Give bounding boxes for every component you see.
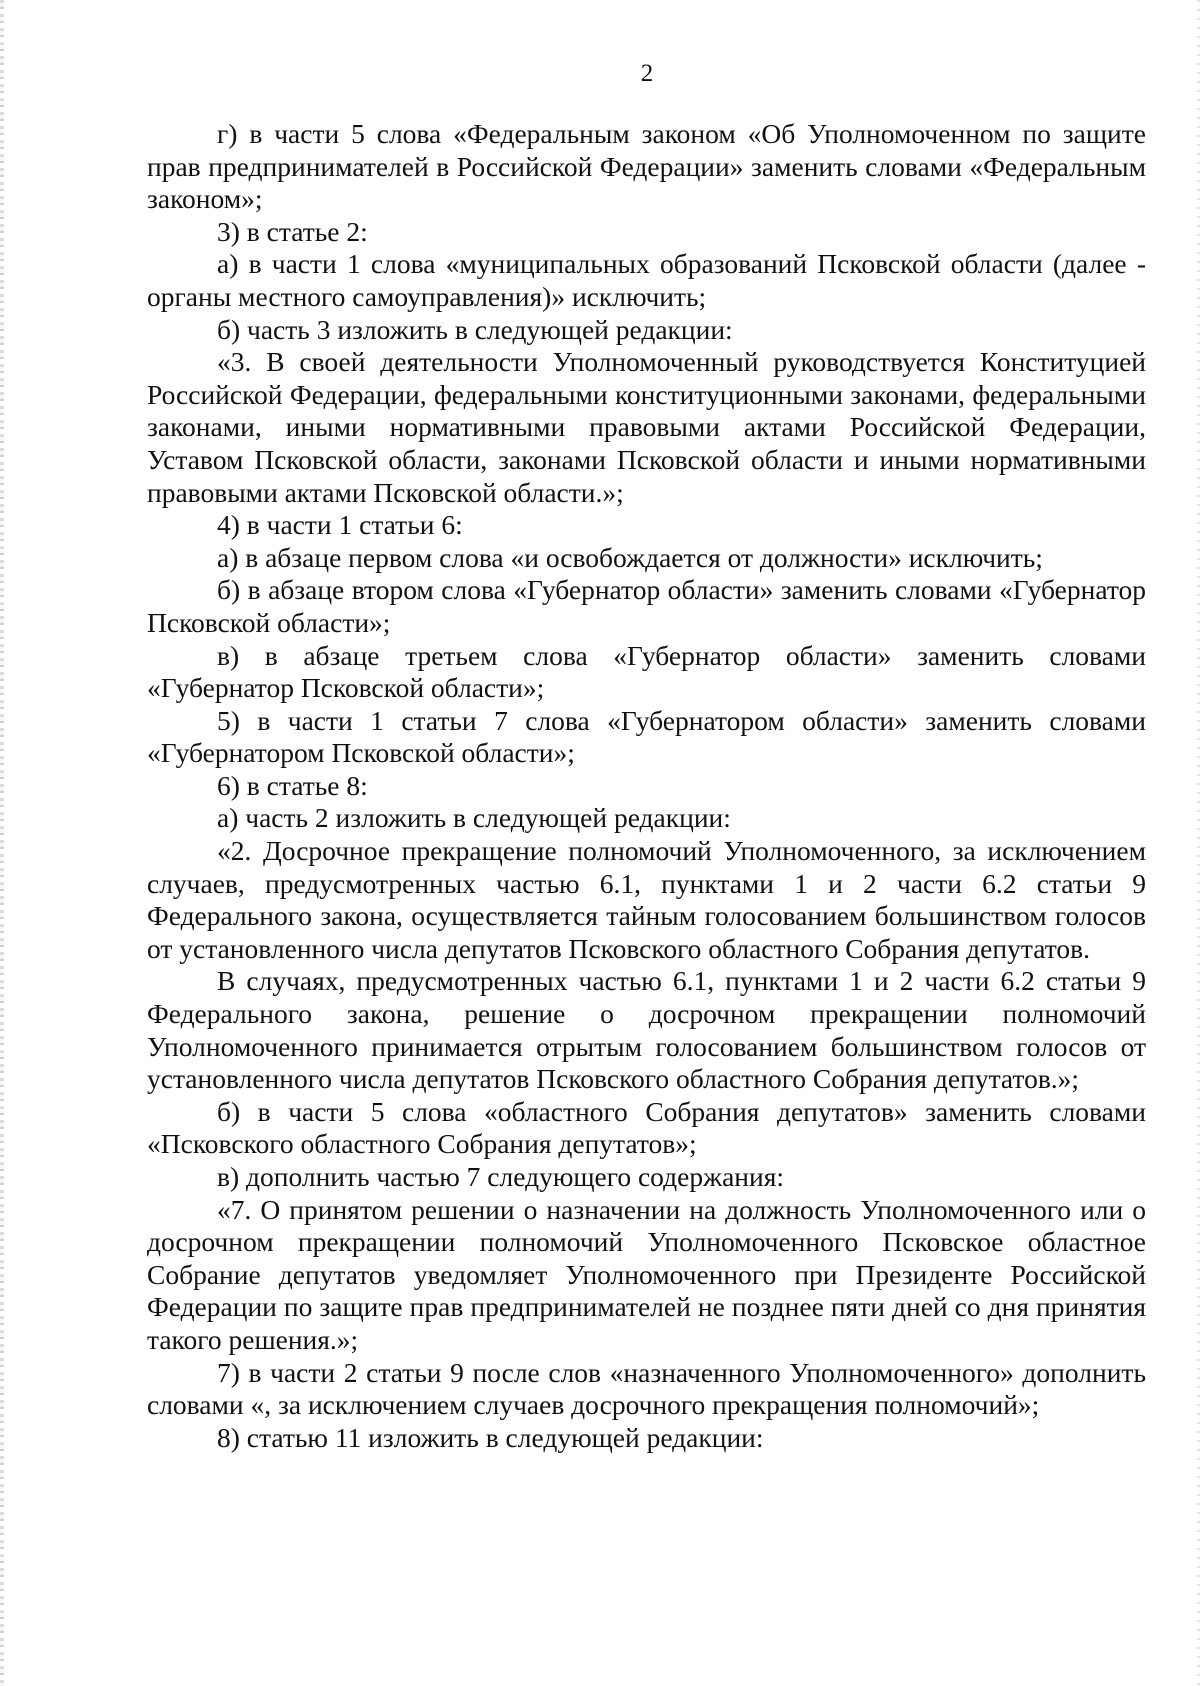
paragraph-quote-part2-cases: В случаях, предусмотренных частью 6.1, пунктами 1 и 2 части 6.2 статьи 9 Федерального закона, решение о досрочном прекращении полномочий Уполномоченного принимается отрытым голосованием большинством голосов от установленного числа депутатов Псковского областного Собрания депутатов.»; xyxy=(147,965,1146,1095)
document-body xyxy=(147,118,1146,1454)
paragraph-item5: 5) в части 1 статьи 7 слова «Губернатором области» заменить словами «Губернатором Псковской области»; xyxy=(147,704,1146,769)
paragraph-item7: 7) в части 2 статьи 9 после слов «назначенного Уполномоченного» дополнить словами «, за исключением случаев досрочного прекращения полномочий»; xyxy=(147,1356,1146,1421)
paragraph-item4-b: б) в абзаце втором слова «Губернатор области» заменить словами «Губернатор Псковской области»; xyxy=(147,574,1146,638)
paragraph-item6: 6) в статье 8: xyxy=(217,769,368,801)
paragraph-item3-b: б) часть 3 изложить в следующей редакции: xyxy=(217,313,733,345)
paragraph-item4: 4) в части 1 статьи 6: xyxy=(217,509,463,541)
paragraph-quote-part2: «2. Досрочное прекращение полномочий Уполномоченного, за исключением случаев, предусмотренных частью 6.1, пунктами 1 и 2 части 6.2 статьи 9 Федерального закона, осуществляется тайным голосованием большинством голосов от установленного числа депутатов Псковского областного Собрания депутатов. xyxy=(147,835,1146,964)
paragraph-quote-part7: «7. О принятом решении о назначении на должность Уполномоченного или о досрочном прекращении полномочий Уполномоченного Псковское областное Собрание депутатов уведомляет Уполномоченного при Президенте Российской Федерации по защите прав предпринимателей не позднее пяти дней со дня принятия такого решения.»; xyxy=(147,1193,1146,1355)
paragraph-item8: 8) статью 11 изложить в следующей редакции: xyxy=(217,1421,764,1453)
paragraph-item6-v: в) дополнить частью 7 следующего содержания: xyxy=(217,1161,784,1192)
paragraph-quote-part3: «3. В своей деятельности Уполномоченный руководствуется Конституцией Российской Федерации, федеральными конституционными законами, федеральными законами, иными нормативными правовыми актами Российской Федерации, Уставом Псковской области, законами Псковской области и иными нормативными правовыми актами Псковской области.»; xyxy=(147,346,1146,508)
paragraph-g-part5: г) в части 5 слова «Федеральным законом «Об Уполномоченном по защите прав предпринимателей в Российской Федерации» заменить словами «Федеральным законом»; xyxy=(147,118,1146,215)
page-number: 2 xyxy=(640,60,654,87)
paragraph-item3: 3) в статье 2: xyxy=(217,215,368,247)
paragraph-item6-a: а) часть 2 изложить в следующей редакции: xyxy=(217,802,731,834)
paragraph-item3-a: а) в части 1 слова «муниципальных образований Псковской области (далее - органы местного самоуправления)» исключить; xyxy=(147,248,1146,312)
paragraph-item6-b: б) в части 5 слова «областного Собрания депутатов» заменить словами «Псковского областного Собрания депутатов»; xyxy=(147,1095,1146,1160)
paragraph-item4-a: а) в абзаце первом слова «и освобождается от должности» исключить; xyxy=(217,541,1043,573)
scan-edge-left xyxy=(0,0,4,1686)
paragraph-item4-v: в) в абзаце третьем слова «Губернатор области» заменить словами «Губернатор Псковской области»; xyxy=(147,639,1146,704)
